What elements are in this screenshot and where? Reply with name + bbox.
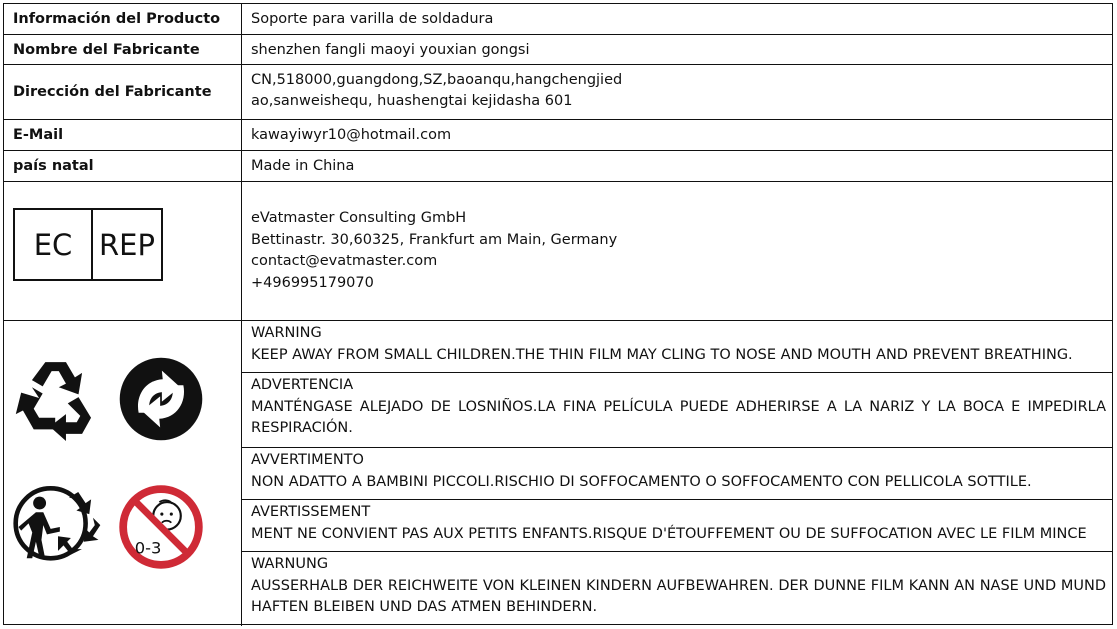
value-country: Made in China xyxy=(251,158,355,174)
warning-es xyxy=(242,373,1112,448)
age-label: 0-3 xyxy=(134,538,162,558)
label-email: E-Mail xyxy=(4,120,242,150)
row-product-info xyxy=(4,4,1112,35)
value-email: kawayiwyr10@hotmail.com xyxy=(251,127,452,143)
warning-es-text: MANTÉNGASE ALEJADO DE LOSNIÑOS.LA FINA PELÍCULA PUEDE ADHERIRSE A LA NARIZ Y LA BOCA E IMPEDIRLA RESPIRACIÓN. xyxy=(251,398,1106,436)
warning-fr-title: AVERTISSEMENT xyxy=(251,504,371,520)
label-country: país natal xyxy=(4,151,242,181)
value-manufacturer-name: shenzhen fangli maoyi youxian gongsi xyxy=(251,41,530,58)
ec-rep-badge-left: EC xyxy=(15,210,93,279)
warning-it-text: NON ADATTO A BAMBINI PICCOLI.RISCHIO DI SOFFOCAMENTO O SOFFOCAMENTO CON PELLICOLA SOTTILE. xyxy=(251,473,1032,490)
tidyman-icon xyxy=(12,484,104,570)
ec-rep-badge-right: REP xyxy=(99,227,155,262)
row-manufacturer-name xyxy=(4,35,1112,65)
row-manufacturer-address xyxy=(4,65,1112,120)
product-info-table xyxy=(3,3,1113,625)
address-line-2: ao,sanweishequ, huashengtai kejidasha 601 xyxy=(251,93,573,109)
warning-en xyxy=(242,321,1112,373)
label-manufacturer-address: Dirección del Fabricante xyxy=(4,65,242,119)
symbols-cell xyxy=(4,321,242,626)
warning-en-title: WARNING xyxy=(251,325,322,341)
recycle-icon xyxy=(12,355,102,441)
green-dot-icon xyxy=(117,356,205,442)
warning-en-text: KEEP AWAY FROM SMALL CHILDREN.THE THIN FILM MAY CLING TO NOSE AND MOUTH AND PREVENT BREATHING. xyxy=(251,346,1073,363)
warning-it-title: AVVERTIMENTO xyxy=(251,452,364,468)
address-line-1: CN,518000,guangdong,SZ,baoanqu,hangchengjied xyxy=(251,72,623,88)
ec-rep-company: eVatmaster Consulting GmbH xyxy=(251,210,467,226)
value-product-info: Soporte para varilla de soldadura xyxy=(251,11,494,27)
warning-de-text: AUSSERHALB DER REICHWEITE VON KLEINEN KINDERN AUFBEWAHREN. DER DUNNE FILM KANN AN NASE UND MUND HAFTEN BLEIBEN UND DAS ATMEN BEHINDERN. xyxy=(251,577,1106,615)
age-0-3-warning-icon xyxy=(117,484,205,570)
row-ec-rep xyxy=(4,182,1112,321)
ec-rep-phone: +496995179070 xyxy=(251,274,374,291)
ec-rep-badge xyxy=(13,208,163,281)
ec-rep-address: Bettinastr. 30,60325, Frankfurt am Main, Germany xyxy=(251,231,618,248)
row-email xyxy=(4,120,1112,151)
warning-fr-text: MENT NE CONVIENT PAS AUX PETITS ENFANTS.RISQUE D'ÉTOUFFEMENT OU DE SUFFOCATION AVEC LE FILM MINCE xyxy=(251,525,1087,542)
row-country xyxy=(4,151,1112,182)
row-warnings xyxy=(4,321,1112,626)
ec-rep-email: contact@evatmaster.com xyxy=(251,253,438,269)
warning-de xyxy=(242,552,1112,626)
value-manufacturer-address xyxy=(242,65,1112,119)
warning-it xyxy=(242,448,1112,500)
label-manufacturer-name: Nombre del Fabricante xyxy=(4,35,242,64)
warning-de-title: WARNUNG xyxy=(251,556,329,572)
warning-fr xyxy=(242,500,1112,552)
label-product-info: Información del Producto xyxy=(4,4,242,34)
warning-es-title: ADVERTENCIA xyxy=(251,377,354,393)
ec-rep-details xyxy=(251,208,617,294)
ec-rep-badge-cell xyxy=(4,182,242,320)
